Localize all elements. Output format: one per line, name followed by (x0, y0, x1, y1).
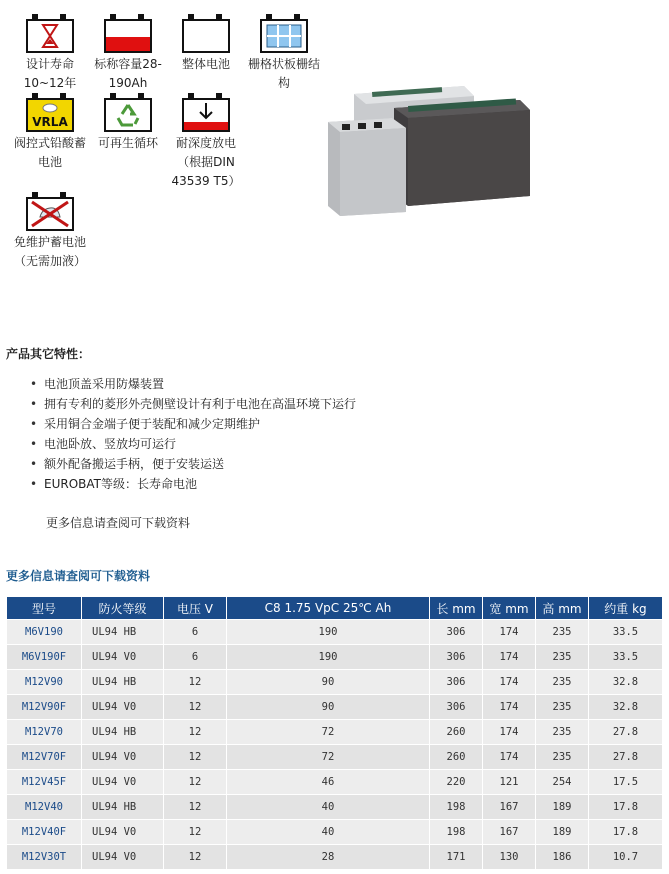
model-link[interactable]: M12V70F (7, 745, 82, 770)
feature-capacity (88, 14, 168, 93)
table-cell: 235 (536, 745, 589, 770)
table-cell: 198 (430, 820, 483, 845)
column-header: 约重 kg (589, 597, 663, 620)
table-cell: 12 (164, 795, 227, 820)
feature-label-line: 电池 (37, 155, 62, 169)
table-cell: 174 (483, 745, 536, 770)
table-cell: 260 (430, 745, 483, 770)
table-row (7, 720, 663, 745)
table-cell: 17.5 (589, 770, 663, 795)
table-row (7, 795, 663, 820)
column-header: 宽 mm (483, 597, 536, 620)
feature-label-line: 耐深度放电 (175, 136, 236, 150)
table-cell: 306 (430, 695, 483, 720)
table-cell: UL94 V0 (82, 645, 164, 670)
feature-label-line: 可再生循环 (97, 136, 158, 150)
table-cell: 174 (483, 695, 536, 720)
table-cell: UL94 HB (82, 620, 164, 645)
table-cell: 186 (536, 845, 589, 870)
feature-label-line: 10~12年 (23, 76, 77, 90)
battery-icon (182, 14, 230, 52)
battery-capacity-icon (104, 14, 152, 52)
column-header: 长 mm (430, 597, 483, 620)
table-cell: 235 (536, 720, 589, 745)
table-cell: 235 (536, 620, 589, 645)
column-header: 电压 V (164, 597, 227, 620)
list-item: • 电池卧放、竖放均可运行 (30, 434, 356, 454)
model-link[interactable]: M12V45F (7, 770, 82, 795)
column-header: 高 mm (536, 597, 589, 620)
feature-maintenance-free (10, 192, 90, 271)
table-row (7, 695, 663, 720)
column-header: 防火等级 (82, 597, 164, 620)
model-link[interactable]: M12V90F (7, 695, 82, 720)
table-cell: 12 (164, 670, 227, 695)
table-cell: 17.8 (589, 820, 663, 845)
table-cell: 17.8 (589, 795, 663, 820)
table-cell: 40 (227, 795, 430, 820)
feature-label-line: 免维护蓄电池 (13, 235, 86, 249)
table-cell: 167 (483, 795, 536, 820)
recycle-icon (104, 93, 152, 131)
table-cell: 190 (227, 620, 430, 645)
table-cell: 174 (483, 645, 536, 670)
table-cell: 260 (430, 720, 483, 745)
table-cell: 6 (164, 620, 227, 645)
table-cell: UL94 HB (82, 795, 164, 820)
column-header: C8 1.75 VpC 25℃ Ah (227, 597, 430, 620)
feature-vrla (10, 93, 90, 172)
table-cell: 130 (483, 845, 536, 870)
no-refill-icon (26, 192, 74, 230)
table-cell: UL94 V0 (82, 820, 164, 845)
table-cell: 235 (536, 670, 589, 695)
feature-label-line: 设计寿命 (25, 57, 74, 71)
table-cell: 10.7 (589, 845, 663, 870)
table-cell: UL94 V0 (82, 745, 164, 770)
feature-label-line: 190Ah (108, 76, 148, 90)
table-cell: 235 (536, 695, 589, 720)
table-cell: UL94 HB (82, 670, 164, 695)
list-item: • 拥有专利的菱形外壳侧壁设计有利于电池在高温环境下运行 (30, 394, 356, 414)
feature-grid-plate (244, 14, 324, 93)
table-cell: 12 (164, 720, 227, 745)
table-cell: 72 (227, 745, 430, 770)
vrla-badge: VRLA (32, 115, 68, 129)
table-row (7, 845, 663, 870)
table-cell: UL94 HB (82, 720, 164, 745)
more-info-text: 更多信息请查阅可下载资料 (46, 516, 191, 530)
table-cell: 12 (164, 770, 227, 795)
table-cell: 12 (164, 695, 227, 720)
model-link[interactable]: M12V30T (7, 845, 82, 870)
list-item: • 采用铜合金端子便于装配和减少定期维护 (30, 414, 356, 434)
feature-bullet-list (30, 374, 356, 494)
table-cell: 174 (483, 720, 536, 745)
list-item: • 额外配备搬运手柄，便于安装运送 (30, 454, 356, 474)
column-header: 型号 (7, 597, 82, 620)
table-cell: 46 (227, 770, 430, 795)
table-cell: 198 (430, 795, 483, 820)
table-cell: 12 (164, 820, 227, 845)
table-cell: 171 (430, 845, 483, 870)
table-cell: 189 (536, 795, 589, 820)
table-cell: 306 (430, 645, 483, 670)
table-cell: 167 (483, 820, 536, 845)
grid-plate-icon (260, 14, 308, 52)
table-cell: 12 (164, 745, 227, 770)
table-cell: 72 (227, 720, 430, 745)
hourglass-icon (26, 14, 74, 52)
table-cell: 189 (536, 820, 589, 845)
model-link[interactable]: M6V190F (7, 645, 82, 670)
table-row (7, 745, 663, 770)
table-cell: 90 (227, 670, 430, 695)
table-cell: 220 (430, 770, 483, 795)
feature-label-line: 阀控式铅酸蓄 (13, 136, 86, 150)
model-link[interactable]: M12V90 (7, 670, 82, 695)
table-cell: 27.8 (589, 745, 663, 770)
table-cell: 33.5 (589, 620, 663, 645)
table-cell: 32.8 (589, 695, 663, 720)
table-row (7, 670, 663, 695)
table-cell: 306 (430, 670, 483, 695)
table-row (7, 820, 663, 845)
table-cell: 174 (483, 620, 536, 645)
table-cell: 121 (483, 770, 536, 795)
download-heading[interactable]: 更多信息请查阅可下载资料 (6, 569, 151, 583)
feature-recycle (88, 93, 168, 153)
table-cell: UL94 V0 (82, 695, 164, 720)
table-cell: 90 (227, 695, 430, 720)
feature-label-line: 整体电池 (181, 57, 230, 71)
table-cell: 33.5 (589, 645, 663, 670)
table-cell: 306 (430, 620, 483, 645)
spec-table (6, 596, 663, 870)
table-cell: 6 (164, 645, 227, 670)
feature-label-line: 构 (277, 76, 290, 90)
table-cell: 28 (227, 845, 430, 870)
table-header-row (7, 597, 663, 620)
feature-design-life (10, 14, 90, 93)
table-row (7, 770, 663, 795)
model-link[interactable]: M12V40 (7, 795, 82, 820)
table-row (7, 620, 663, 645)
product-photo (324, 80, 542, 216)
table-cell: 32.8 (589, 670, 663, 695)
table-cell: 235 (536, 645, 589, 670)
feature-label-line: 标称容量28- (94, 57, 162, 71)
model-link[interactable]: M12V40F (7, 820, 82, 845)
table-cell: 40 (227, 820, 430, 845)
feature-label-line: （无需加液） (13, 254, 86, 268)
other-features-title: 产品其它特性： (6, 347, 91, 361)
model-link[interactable]: M12V70 (7, 720, 82, 745)
deep-discharge-icon (182, 93, 230, 131)
table-cell: UL94 V0 (82, 770, 164, 795)
list-item: • EUROBAT等级：长寿命电池 (30, 474, 356, 494)
feature-label-line: 43539 T5） (171, 174, 241, 188)
model-link[interactable]: M6V190 (7, 620, 82, 645)
table-cell: UL94 V0 (82, 845, 164, 870)
feature-label-line: （根据DIN (177, 155, 235, 169)
feature-deep-discharge (166, 93, 246, 191)
vrla-icon (26, 93, 74, 131)
feature-label-line: 栅格状板栅结 (247, 57, 320, 71)
table-cell: 254 (536, 770, 589, 795)
table-cell: 12 (164, 845, 227, 870)
feature-monoblock (166, 14, 246, 74)
table-cell: 27.8 (589, 720, 663, 745)
table-cell: 190 (227, 645, 430, 670)
table-cell: 174 (483, 670, 536, 695)
table-row (7, 645, 663, 670)
list-item: • 电池顶盖采用防爆装置 (30, 374, 356, 394)
